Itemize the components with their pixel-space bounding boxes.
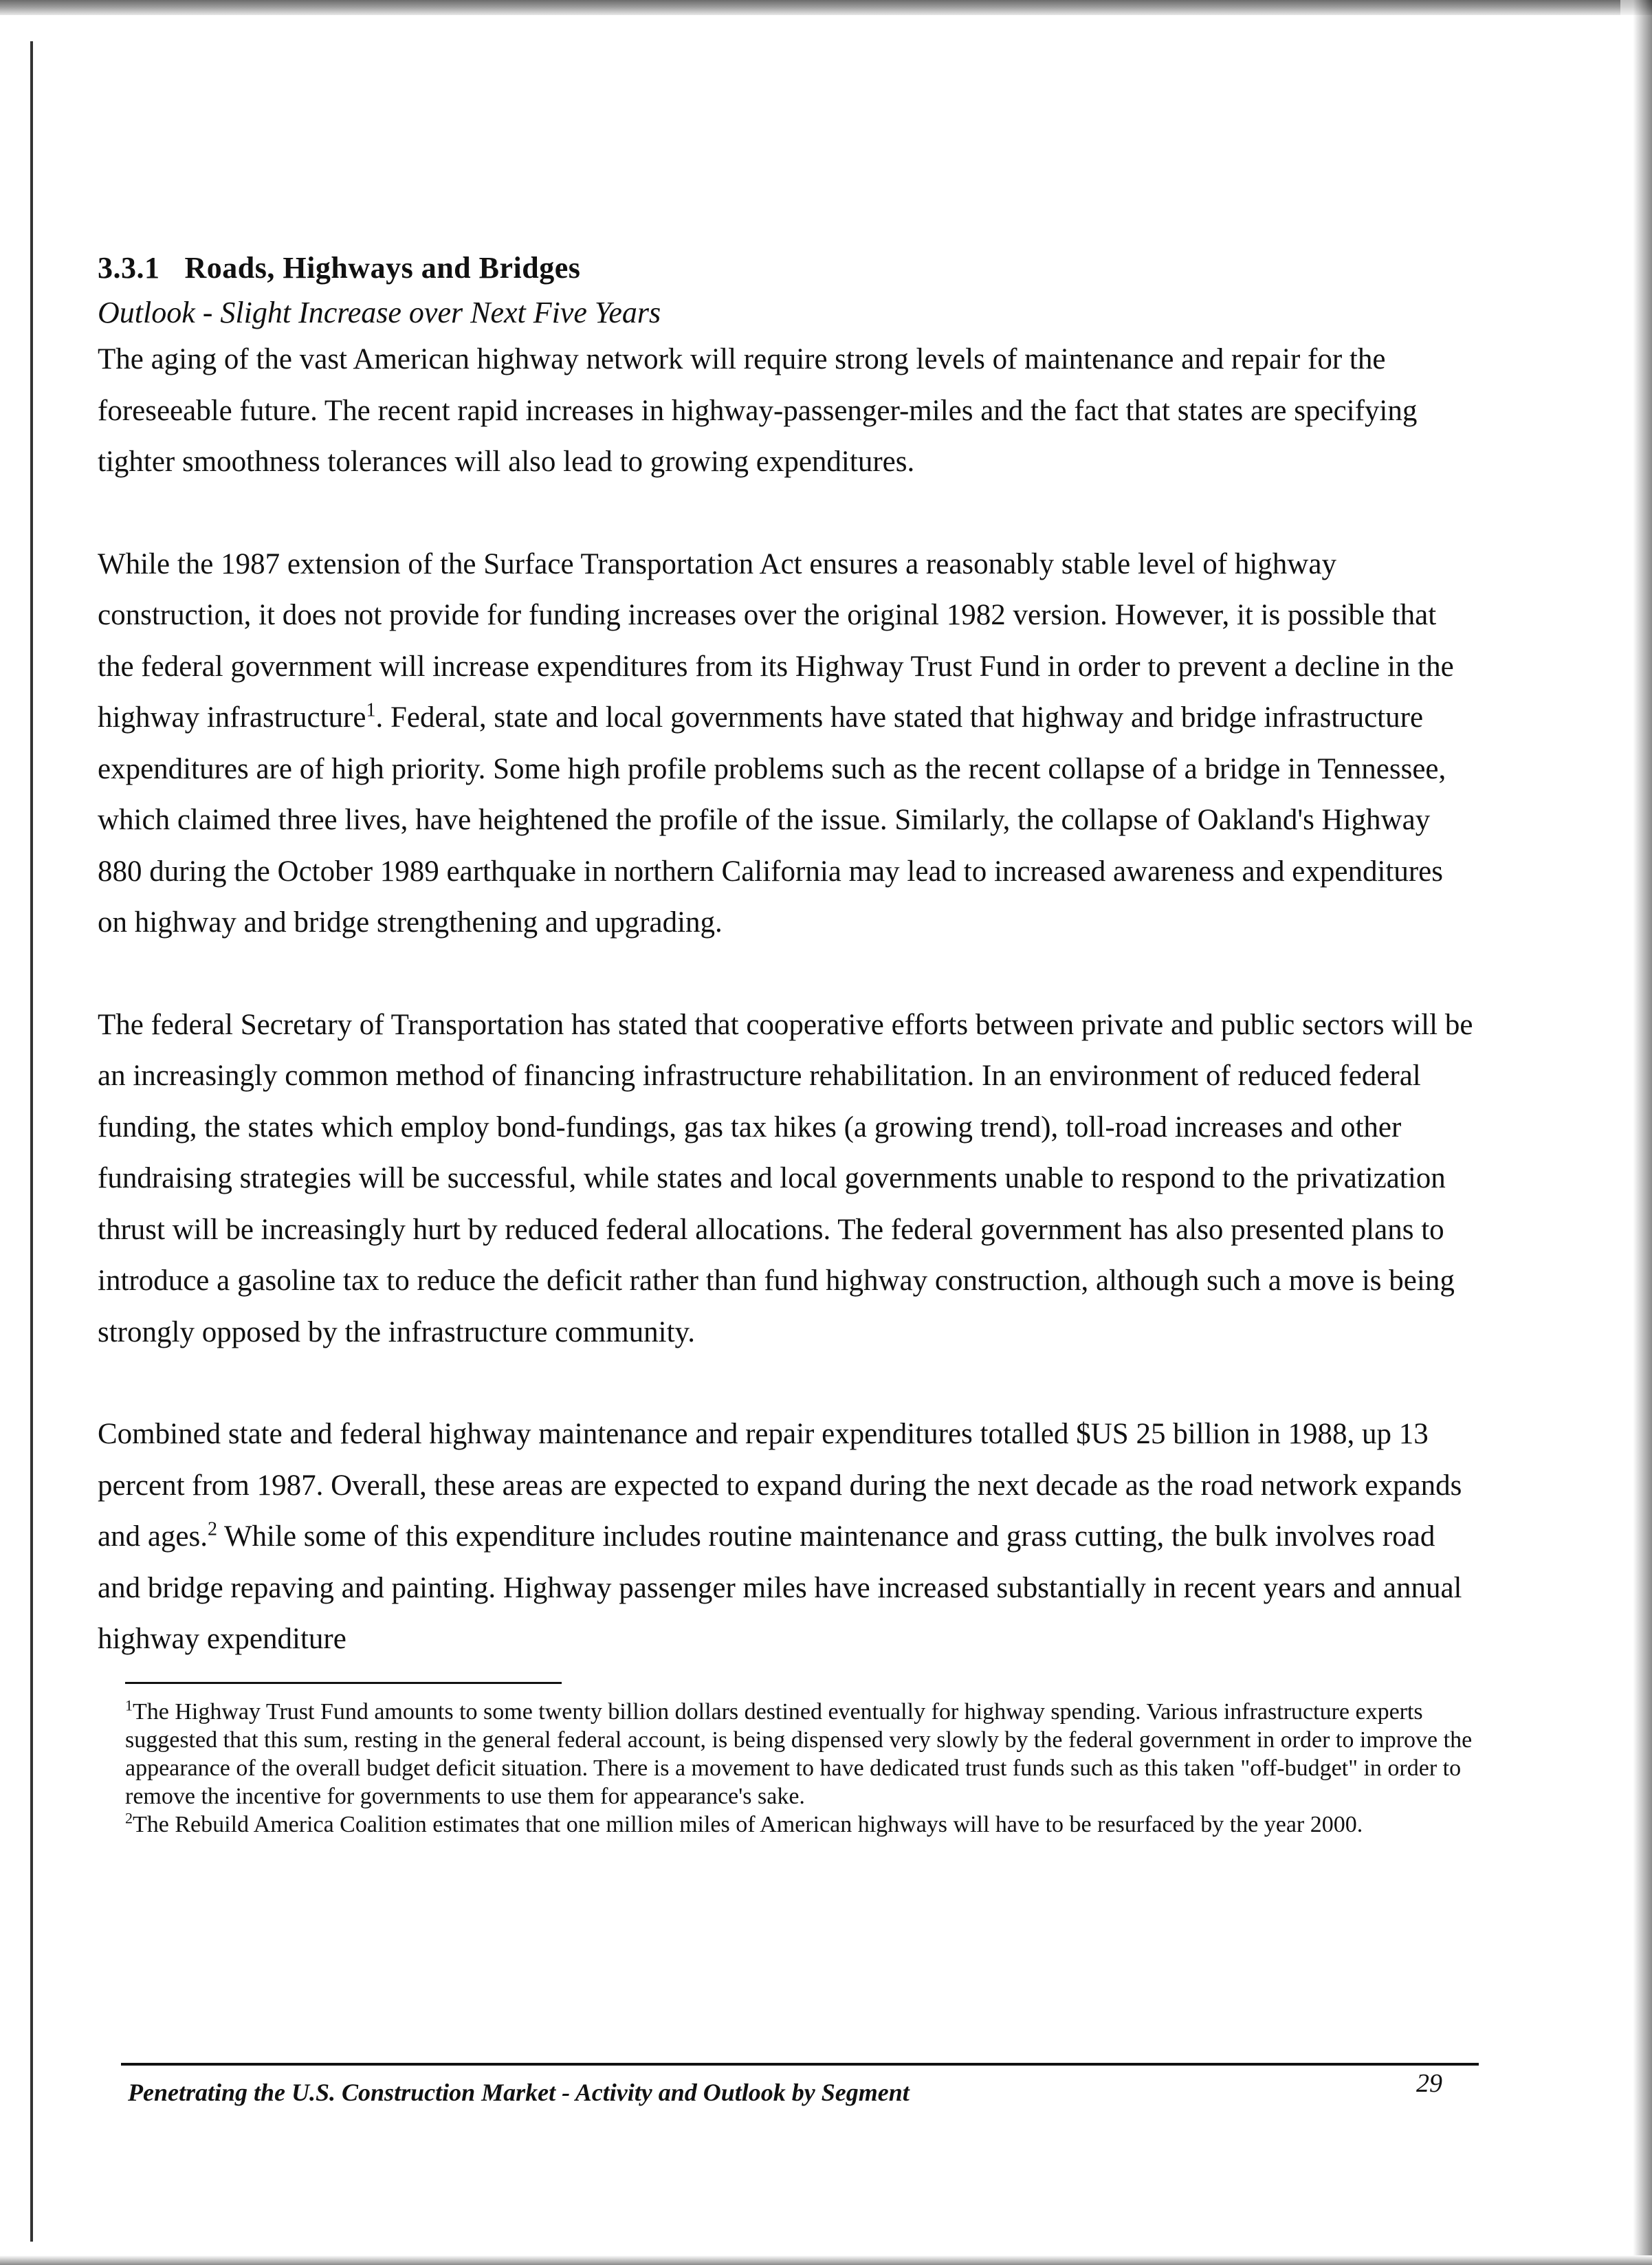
page-number: 29 <box>1416 2069 1442 2098</box>
section-number: 3.3.1 <box>98 251 160 285</box>
paragraph-transportation-act <box>98 539 1476 949</box>
footnote-divider <box>125 1682 562 1684</box>
paragraph-secretary-transportation: The federal Secretary of Transportation has stated that cooperative efforts between private and public sectors will be an increasingly common method of financing infrastructure rehabilitation. In an environment of reduced federal funding, the states which employ bond-fundings, gas tax hikes (a growing trend), toll-road increases and other fundraising strategies will be successful, while states and local governments unable to respond to the privatization thrust will be increasingly hurt by reduced federal allocations. The federal government has also presented plans to introduce a gasoline tax to reduce the deficit rather than fund highway construction, although such a move is being strongly opposed by the infrastructure community. <box>98 1008 1473 1348</box>
scan-edge-left <box>30 41 33 2242</box>
footnote-2 <box>125 1810 1476 1839</box>
scan-edge-right <box>1620 0 1652 2265</box>
footnotes <box>125 1698 1476 1839</box>
paragraph-combined-expenditures <box>98 1409 1476 1665</box>
footnote-1 <box>125 1698 1476 1810</box>
footnote-text: The Rebuild America Coalition estimates that one million miles of American highways will have to be resurfaced by the year 2000. <box>133 1811 1363 1837</box>
footnote-text: The Highway Trust Fund amounts to some twenty billion dollars destined eventually for highway spending. Various infrastructure experts suggested that this sum, resting in the general federal account, is being dispensed very slowly by the federal government in order to improve the appearance of the overall budget deficit situation. There is a movement to have dedicated trust funds such as this taken "off-budget" in order to remove the incentive for governments to use them for appearance's sake. <box>125 1698 1473 1809</box>
footer-document-title: Penetrating the U.S. Construction Market - Activity and Outlook by Segment <box>128 2079 910 2106</box>
section-title: Roads, Highways and Bridges <box>184 251 581 285</box>
paragraph-text: While some of this expenditure includes routine maintenance and grass cutting, the bulk involves road and bridge repaving and painting. Highway passenger miles have increased substantially in recent years and annual highway expenditure <box>98 1520 1462 1655</box>
footnote-marker: 2 <box>125 1809 133 1827</box>
outlook-subheading: Outlook - Slight Increase over Next Five Years <box>98 296 661 329</box>
scan-edge-top <box>0 0 1652 15</box>
paragraph-text: . Federal, state and local governments have stated that highway and bridge infrastructure expenditures are of high priority. Some high profile problems such as the recent collapse of a bridge in Tennessee, which claimed three lives, have heightened the profile of the issue. Similarly, the collapse of Oakland's Highway 880 during the October 1989 earthquake in northern California may lead to increased awareness and expenditures on highway and bridge strengthening and upgrading. <box>98 701 1446 939</box>
paragraph-text: Combined state and federal highway maintenance and repair expenditures totalled $US 25 billion in 1988, up 13 percent from 1987. Overall, these areas are expected to expand during the next decade as the road network expands and ages. <box>98 1418 1462 1553</box>
footer-divider <box>121 2063 1479 2066</box>
paragraph-text: While the 1987 extension of the Surface Transportation Act ensures a reasonably stable level of highway construction, it does not provide for funding increases over the original 1982 version. However, it is possible that the federal government will increase expenditures from its Highway Trust Fund in order to prevent a decline in the highway infrastructure <box>98 547 1454 734</box>
section-heading <box>98 248 1476 289</box>
document-page <box>98 248 1476 1839</box>
footnote-ref-1: 1 <box>366 699 376 721</box>
scan-edge-bottom <box>0 2255 1652 2265</box>
footnote-marker: 1 <box>125 1696 133 1714</box>
footnote-ref-2: 2 <box>208 1518 217 1540</box>
paragraph-aging-network: The aging of the vast American highway network will require strong levels of maintenance and repair for the foreseeable future. The recent rapid increases in highway-passenger-miles and the fact that states are specifying tighter smoothness tolerances will also lead to growing expenditures. <box>98 343 1418 478</box>
